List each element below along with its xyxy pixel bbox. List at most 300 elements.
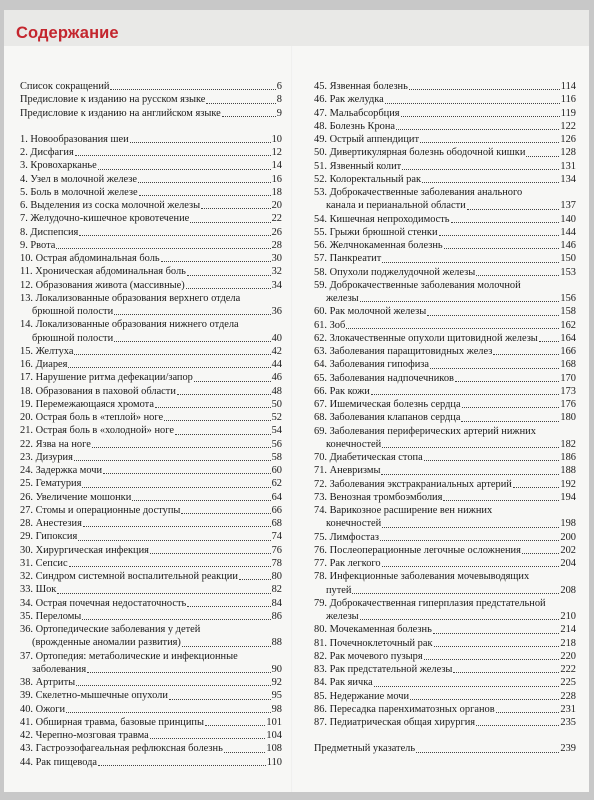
toc-entry[interactable] bbox=[20, 107, 282, 120]
toc-entry-page: 64 bbox=[271, 491, 282, 503]
toc-entry[interactable] bbox=[314, 398, 576, 411]
dot-leader bbox=[476, 716, 559, 726]
toc-entry-page: 134 bbox=[560, 173, 576, 185]
dot-leader bbox=[239, 570, 271, 580]
toc-entry-page: 78 bbox=[271, 557, 282, 569]
toc-entry[interactable] bbox=[314, 252, 576, 265]
toc-entry[interactable] bbox=[314, 703, 576, 716]
toc-entry-page: 90 bbox=[271, 663, 282, 675]
toc-entry-title: 46. Рак желудка bbox=[314, 94, 384, 106]
toc-entry-title: 8. Диспепсия bbox=[20, 226, 79, 238]
toc-entry-title: 3. Кровохарканье bbox=[20, 160, 97, 172]
toc-entry-title: конечностей bbox=[326, 518, 382, 530]
toc-entry-title-wrap: 13. Локализованные образования верхнего отдела bbox=[20, 292, 241, 304]
dot-leader bbox=[439, 226, 560, 236]
toc-entry[interactable] bbox=[20, 199, 282, 212]
toc-entry[interactable] bbox=[20, 318, 282, 345]
toc-entry[interactable] bbox=[20, 398, 282, 411]
toc-entry-page: 225 bbox=[560, 677, 576, 689]
toc-entry-title: 77. Рак легкого bbox=[314, 558, 381, 569]
toc-entry-page: 231 bbox=[560, 703, 576, 715]
toc-entry[interactable] bbox=[314, 690, 576, 703]
toc-entry[interactable] bbox=[20, 491, 282, 504]
dot-leader bbox=[522, 544, 560, 554]
toc-entry[interactable] bbox=[314, 279, 576, 306]
toc-entry[interactable] bbox=[314, 478, 576, 491]
toc-entry[interactable] bbox=[314, 663, 576, 676]
toc-entry[interactable] bbox=[20, 477, 282, 490]
dot-leader bbox=[443, 491, 559, 501]
toc-entry[interactable] bbox=[314, 623, 576, 636]
toc-entry[interactable] bbox=[20, 133, 282, 146]
toc-entry[interactable] bbox=[20, 742, 282, 755]
dot-leader bbox=[396, 120, 559, 130]
dot-leader bbox=[74, 345, 270, 355]
dot-leader bbox=[496, 703, 560, 713]
toc-entry[interactable] bbox=[20, 385, 282, 398]
toc-entry-page: 46 bbox=[271, 372, 282, 384]
toc-entry-page: 228 bbox=[560, 690, 576, 702]
toc-entry[interactable] bbox=[20, 517, 282, 530]
toc-entry[interactable] bbox=[314, 160, 576, 173]
dot-leader bbox=[382, 557, 560, 567]
toc-entry-title: брюшной полости bbox=[32, 306, 114, 317]
section-gap bbox=[20, 120, 282, 133]
dot-leader bbox=[467, 199, 560, 209]
toc-entry[interactable] bbox=[20, 530, 282, 543]
dot-leader bbox=[187, 597, 270, 607]
toc-entry-title: 34. Острая почечная недостаточность bbox=[20, 597, 187, 609]
toc-entry-title: 28. Анестезия bbox=[20, 518, 82, 529]
toc-entry-title: 83. Рак предстательной железы bbox=[314, 664, 453, 675]
toc-entry[interactable] bbox=[20, 610, 282, 623]
toc-entry-page: 122 bbox=[560, 120, 576, 132]
dot-leader bbox=[430, 358, 559, 368]
dot-leader bbox=[224, 742, 266, 752]
toc-entry[interactable] bbox=[314, 491, 576, 504]
toc-entry-title: путей bbox=[326, 584, 352, 596]
toc-entry-title-wrap: 59. Доброкачественные заболевания молочной bbox=[314, 279, 521, 291]
toc-entry[interactable] bbox=[20, 557, 282, 570]
toc-entry-page: 34 bbox=[271, 279, 282, 291]
toc-entry[interactable] bbox=[20, 504, 282, 517]
toc-entry-title: 20. Острая боль в «теплой» ноге bbox=[20, 412, 164, 423]
toc-entry-title: 39. Скелетно-мышечные опухоли bbox=[20, 690, 168, 702]
toc-entry-page: 180 bbox=[560, 412, 576, 424]
toc-entry-title: 17. Нарушение ритма дефекации/запор bbox=[20, 372, 193, 384]
toc-entry-page: 62 bbox=[271, 478, 282, 490]
toc-entry-title-wrap: 36. Ортопедические заболевания у детей bbox=[20, 624, 201, 635]
toc-entry-page: 88 bbox=[271, 637, 282, 649]
dot-leader bbox=[380, 531, 559, 541]
toc-entry-title: 70. Диабетическая стопа bbox=[314, 452, 423, 463]
toc-entry-page: 82 bbox=[271, 584, 282, 596]
toc-entry-page: 10 bbox=[271, 133, 282, 145]
toc-entry-page: 110 bbox=[266, 756, 282, 768]
toc-entry[interactable] bbox=[314, 372, 576, 385]
dot-leader bbox=[177, 385, 271, 395]
toc-entry[interactable] bbox=[314, 676, 576, 689]
toc-entry-page: 66 bbox=[271, 504, 282, 516]
page-title: Содержание bbox=[16, 24, 119, 42]
toc-entry[interactable] bbox=[314, 557, 576, 570]
dot-leader bbox=[346, 319, 559, 329]
toc-entry-title: железы bbox=[326, 611, 359, 622]
toc-entry[interactable] bbox=[20, 173, 282, 186]
toc-entry[interactable] bbox=[314, 173, 576, 186]
toc-entry-page: 8 bbox=[276, 94, 282, 106]
toc-entry-title: 65. Заболевания надпочечников bbox=[314, 372, 454, 384]
toc-entry[interactable] bbox=[20, 159, 282, 172]
toc-entry-page: 200 bbox=[560, 531, 576, 543]
toc-column-right bbox=[314, 80, 576, 756]
dot-leader bbox=[75, 146, 271, 156]
toc-entry-title-wrap: 78. Инфекционные заболевания мочевыводящих bbox=[314, 571, 530, 583]
toc-entry-title: 54. Кишечная непроходимость bbox=[314, 213, 450, 225]
dot-leader bbox=[416, 742, 559, 752]
toc-entry[interactable] bbox=[314, 120, 576, 133]
toc-entry-page: 42 bbox=[271, 345, 282, 357]
toc-entry-title: 71. Аневризмы bbox=[314, 465, 381, 477]
toc-entry[interactable] bbox=[314, 239, 576, 252]
toc-entry[interactable] bbox=[20, 570, 282, 583]
toc-entry[interactable] bbox=[20, 93, 282, 106]
toc-entry-title: 29. Гипоксия bbox=[20, 531, 78, 543]
dot-leader bbox=[150, 729, 266, 739]
dot-leader bbox=[201, 199, 271, 209]
toc-entry-title: 76. Послеоперационные легочные осложнения bbox=[314, 544, 521, 556]
toc-entry-page: 150 bbox=[560, 253, 576, 265]
toc-entry-title: 38. Артриты bbox=[20, 677, 76, 688]
dot-leader bbox=[420, 133, 559, 143]
toc-entry[interactable] bbox=[314, 213, 576, 226]
dot-leader bbox=[161, 252, 271, 262]
toc-entry[interactable] bbox=[20, 689, 282, 702]
toc-entry[interactable] bbox=[314, 716, 576, 729]
toc-entry[interactable] bbox=[20, 146, 282, 159]
toc-entry-title: 26. Увеличение мошонки bbox=[20, 491, 132, 503]
toc-entry-title: 66. Рак кожи bbox=[314, 385, 370, 397]
toc-entry-title-wrap: 14. Локализованные образования нижнего отдела bbox=[20, 319, 239, 331]
toc-entry[interactable] bbox=[314, 411, 576, 424]
toc-entry-page: 68 bbox=[271, 518, 282, 529]
toc-entry[interactable] bbox=[314, 93, 576, 106]
dot-leader bbox=[455, 372, 559, 382]
toc-entry-page: 208 bbox=[560, 584, 576, 596]
toc-entry-page: 52 bbox=[271, 412, 282, 423]
toc-entry-title: 75. Лимфостаз bbox=[314, 531, 379, 543]
toc-entry[interactable] bbox=[20, 703, 282, 716]
toc-entry[interactable] bbox=[314, 570, 576, 597]
dot-leader bbox=[175, 424, 271, 434]
toc-entry[interactable] bbox=[20, 544, 282, 557]
toc-entry-page: 173 bbox=[560, 385, 576, 397]
toc-entry[interactable] bbox=[314, 133, 576, 146]
dot-leader bbox=[422, 173, 559, 183]
dot-leader bbox=[68, 358, 270, 368]
toc-entry-title: 82. Рак мочевого пузыря bbox=[314, 650, 423, 662]
dot-leader bbox=[409, 80, 560, 90]
toc-entry[interactable] bbox=[20, 371, 282, 384]
toc-entry-title: 32. Синдром системной воспалительной реакции bbox=[20, 571, 238, 582]
toc-entry[interactable] bbox=[20, 252, 282, 265]
dot-leader bbox=[381, 464, 559, 474]
toc-entry-page: 86 bbox=[271, 610, 282, 622]
dot-leader bbox=[462, 398, 560, 408]
toc-entry-title: 7. Желудочно-кишечное кровотечение bbox=[20, 213, 190, 225]
toc-entry-title: 56. Желчнокаменная болезнь bbox=[314, 240, 443, 251]
dot-leader bbox=[57, 583, 270, 593]
dot-leader bbox=[98, 756, 266, 766]
toc-entry[interactable] bbox=[314, 742, 576, 755]
toc-entry-title: брюшной полости bbox=[32, 332, 114, 344]
toc-entry-title: 50. Дивертикулярная болезнь ободочной кишки bbox=[314, 147, 526, 159]
toc-entry[interactable] bbox=[20, 358, 282, 371]
dot-leader bbox=[360, 610, 560, 620]
toc-entry-title: 2. Дисфагия bbox=[20, 147, 74, 158]
dot-leader bbox=[374, 676, 560, 686]
toc-entry-page: 14 bbox=[271, 160, 282, 172]
toc-entry-page: 48 bbox=[271, 385, 282, 397]
dot-leader bbox=[182, 636, 271, 646]
toc-entry[interactable] bbox=[20, 438, 282, 451]
toc-entry-title: 31. Сепсис bbox=[20, 557, 68, 569]
toc-entry[interactable] bbox=[20, 292, 282, 319]
dot-leader bbox=[130, 133, 271, 143]
toc-entry-title: 15. Желтуха bbox=[20, 345, 74, 357]
dot-leader bbox=[76, 676, 271, 686]
toc-entry-page: 239 bbox=[560, 743, 576, 755]
toc-entry-title: 30. Хирургическая инфекция bbox=[20, 544, 149, 556]
toc-entry[interactable] bbox=[314, 650, 576, 663]
toc-entry-title: 16. Диарея bbox=[20, 359, 68, 370]
toc-entry-title: 23. Дизурия bbox=[20, 451, 73, 463]
dot-leader bbox=[69, 557, 271, 567]
toc-entry[interactable] bbox=[20, 583, 282, 596]
toc-entry[interactable] bbox=[314, 544, 576, 557]
dot-leader bbox=[186, 279, 271, 289]
toc-entry-page: 108 bbox=[266, 743, 282, 755]
toc-entry-page: 214 bbox=[560, 624, 576, 636]
toc-entry[interactable] bbox=[20, 623, 282, 650]
toc-entry[interactable] bbox=[20, 186, 282, 199]
toc-entry[interactable] bbox=[20, 345, 282, 358]
dot-leader bbox=[434, 637, 560, 647]
toc-entry[interactable] bbox=[20, 451, 282, 464]
toc-entry-page: 146 bbox=[560, 240, 576, 251]
dot-leader bbox=[139, 186, 271, 196]
toc-entry[interactable] bbox=[314, 464, 576, 477]
dot-leader bbox=[402, 160, 559, 170]
dot-leader bbox=[78, 530, 270, 540]
dot-leader bbox=[56, 239, 270, 249]
toc-entry[interactable] bbox=[314, 319, 576, 332]
toc-entry[interactable] bbox=[20, 239, 282, 252]
toc-entry-title: 63. Заболевания паращитовидных желез bbox=[314, 346, 493, 357]
dot-leader bbox=[371, 385, 560, 395]
dot-leader bbox=[98, 159, 271, 169]
toc-entry-title: 51. Язвенный колит bbox=[314, 160, 402, 172]
toc-entry-page: 92 bbox=[271, 677, 282, 688]
toc-entry-page: 137 bbox=[560, 200, 576, 212]
dot-leader bbox=[110, 80, 275, 90]
toc-entry-page: 156 bbox=[560, 293, 576, 304]
toc-entry[interactable] bbox=[314, 451, 576, 464]
toc-entry-title: 22. Язва на ноге bbox=[20, 438, 91, 450]
toc-entry[interactable] bbox=[20, 729, 282, 742]
toc-entry[interactable] bbox=[314, 504, 576, 531]
toc-entry-page: 28 bbox=[271, 239, 282, 251]
toc-entry-title: 58. Опухоли поджелудочной железы bbox=[314, 266, 476, 278]
dot-leader bbox=[206, 93, 275, 103]
dot-leader bbox=[194, 371, 271, 381]
toc-entry[interactable] bbox=[20, 597, 282, 610]
toc-entry-page: 26 bbox=[271, 226, 282, 238]
toc-entry-title-wrap: 79. Доброкачественная гиперплазия предстательной bbox=[314, 597, 546, 609]
toc-entry-title: 84. Рак яичка bbox=[314, 677, 373, 689]
toc-entry-page: 20 bbox=[271, 200, 282, 211]
toc-entry[interactable] bbox=[314, 107, 576, 120]
toc-entry[interactable] bbox=[20, 756, 282, 769]
toc-entry-title: канала и перианальной области bbox=[326, 200, 466, 212]
dot-leader bbox=[114, 332, 270, 342]
toc-entry-page: 6 bbox=[276, 81, 282, 92]
toc-entry-page: 95 bbox=[271, 690, 282, 702]
toc-entry[interactable] bbox=[314, 358, 576, 371]
page-fold bbox=[291, 46, 293, 792]
toc-entry-page: 176 bbox=[560, 399, 576, 410]
toc-entry-title: 85. Недержание мочи bbox=[314, 690, 410, 702]
toc-entry-page: 182 bbox=[560, 438, 576, 450]
toc-entry-page: 104 bbox=[266, 730, 282, 741]
dot-leader bbox=[444, 239, 560, 249]
toc-entry[interactable] bbox=[314, 345, 576, 358]
toc-entry-title: 72. Заболевания экстракраниальных артерий bbox=[314, 478, 512, 490]
dot-leader bbox=[132, 491, 270, 501]
toc-entry-page: 158 bbox=[560, 306, 576, 318]
toc-entry[interactable] bbox=[314, 332, 576, 345]
dot-leader bbox=[526, 146, 559, 156]
toc-entry-page: 54 bbox=[271, 425, 282, 437]
toc-entry[interactable] bbox=[314, 597, 576, 624]
toc-entry-title: 81. Почечноклеточный рак bbox=[314, 637, 433, 649]
toc-entry-title: 40. Ожоги bbox=[20, 703, 66, 715]
toc-entry-title: 9. Рвота bbox=[20, 239, 56, 251]
toc-entry-title: 43. Гастроэзофагеальная рефлюксная болезнь bbox=[20, 743, 223, 755]
dot-leader bbox=[187, 265, 271, 275]
toc-entry[interactable] bbox=[314, 146, 576, 159]
toc-entry-title: 44. Рак пищевода bbox=[20, 756, 97, 768]
dot-leader bbox=[539, 332, 560, 342]
toc-entry[interactable] bbox=[20, 464, 282, 477]
toc-entry-page: 235 bbox=[560, 717, 576, 728]
toc-entry[interactable] bbox=[314, 531, 576, 544]
dot-leader bbox=[433, 623, 560, 633]
dot-leader bbox=[410, 690, 559, 700]
toc-entry[interactable] bbox=[20, 265, 282, 278]
dot-leader bbox=[205, 716, 265, 726]
toc-entry[interactable] bbox=[20, 424, 282, 437]
toc-entry-title: 55. Грыжи брюшной стенки bbox=[314, 226, 438, 238]
toc-entry-page: 144 bbox=[560, 226, 576, 238]
toc-entry-page: 164 bbox=[560, 332, 576, 344]
toc-entry-title: 45. Язвенная болезнь bbox=[314, 81, 408, 92]
toc-entry[interactable] bbox=[20, 226, 282, 239]
section-gap bbox=[314, 729, 576, 742]
toc-entry-page: 198 bbox=[560, 518, 576, 530]
toc-entry[interactable] bbox=[314, 305, 576, 318]
toc-entry-title: 12. Образования живота (массивные) bbox=[20, 279, 185, 291]
toc-entry-page: 60 bbox=[271, 465, 282, 476]
toc-entry[interactable] bbox=[314, 266, 576, 279]
toc-entry-page: 56 bbox=[271, 438, 282, 450]
toc-entry-title: 1. Новообразования шеи bbox=[20, 133, 129, 145]
dot-leader bbox=[493, 345, 559, 355]
toc-entry-page: 218 bbox=[560, 637, 576, 649]
toc-entry-page: 101 bbox=[266, 716, 282, 728]
toc-entry[interactable] bbox=[314, 637, 576, 650]
dot-leader bbox=[513, 478, 560, 488]
toc-entry[interactable] bbox=[314, 226, 576, 239]
toc-entry-title: 10. Острая абдоминальная боль bbox=[20, 253, 160, 264]
dot-leader bbox=[103, 464, 271, 474]
toc-entry-page: 76 bbox=[271, 544, 282, 556]
dot-leader bbox=[169, 689, 271, 699]
dot-leader bbox=[382, 252, 559, 262]
dot-leader bbox=[382, 438, 559, 448]
toc-entry[interactable] bbox=[20, 411, 282, 424]
toc-entry-title: 42. Черепно-мозговая травма bbox=[20, 730, 149, 741]
toc-entry-title: 47. Мальабсорбция bbox=[314, 107, 400, 119]
toc-entry-title: 49. Острый аппендицит bbox=[314, 134, 419, 145]
toc-entry-page: 126 bbox=[560, 134, 576, 145]
toc-entry[interactable] bbox=[20, 676, 282, 689]
dot-leader bbox=[360, 292, 560, 302]
dot-leader bbox=[424, 650, 560, 660]
toc-entry-title: 5. Боль в молочной железе bbox=[20, 186, 138, 198]
toc-entry[interactable] bbox=[20, 279, 282, 292]
toc-entry[interactable] bbox=[20, 80, 282, 93]
dot-leader bbox=[461, 411, 559, 421]
toc-entry-page: 80 bbox=[271, 571, 282, 582]
dot-leader bbox=[222, 107, 276, 117]
toc-entry[interactable] bbox=[20, 212, 282, 225]
toc-entry-page: 188 bbox=[560, 465, 576, 477]
dot-leader bbox=[150, 544, 271, 554]
toc-entry-page: 140 bbox=[560, 213, 576, 225]
toc-entry-title: 35. Переломы bbox=[20, 610, 82, 622]
dot-leader bbox=[190, 212, 270, 222]
toc-entry-page: 153 bbox=[560, 266, 576, 278]
toc-entry[interactable] bbox=[314, 425, 576, 452]
toc-entry[interactable] bbox=[314, 80, 576, 93]
toc-entry[interactable] bbox=[314, 385, 576, 398]
toc-entry[interactable] bbox=[20, 716, 282, 729]
toc-entry-page: 74 bbox=[271, 531, 282, 543]
dot-leader bbox=[82, 610, 270, 620]
toc-entry[interactable] bbox=[20, 650, 282, 677]
toc-entry-page: 162 bbox=[560, 319, 576, 331]
dot-leader bbox=[74, 451, 271, 461]
toc-entry[interactable] bbox=[314, 186, 576, 213]
dot-leader bbox=[66, 703, 271, 713]
toc-entry-title: заболевания bbox=[32, 663, 87, 675]
toc-entry-page: 128 bbox=[560, 147, 576, 159]
dot-leader bbox=[92, 438, 271, 448]
toc-entry-title: 11. Хроническая абдоминальная боль bbox=[20, 266, 186, 278]
toc-entry-page: 36 bbox=[271, 306, 282, 317]
toc-entry-title: 41. Обширная травма, базовые принципы bbox=[20, 716, 204, 728]
